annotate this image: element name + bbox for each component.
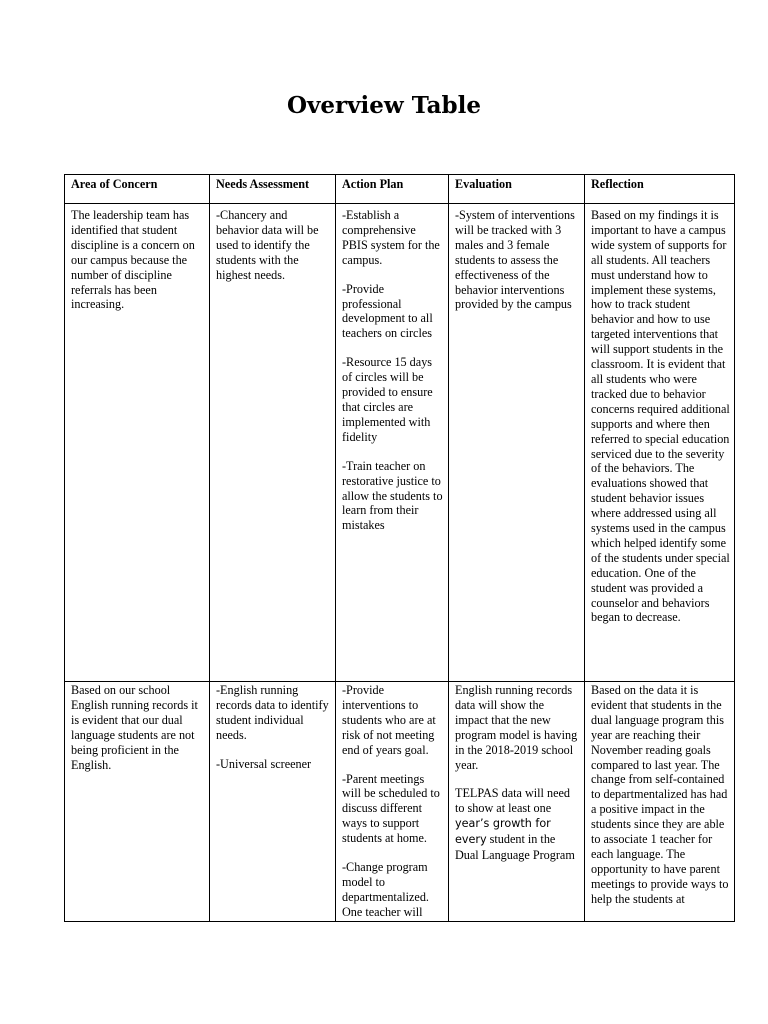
- needs-assessment-cell: [210, 204, 336, 682]
- action-plan-cell: [336, 682, 449, 922]
- cell-text: -Establish a comprehensive PBIS system for the campus.: [342, 208, 440, 267]
- evaluation-cell: [449, 204, 585, 682]
- header-area-of-concern: Area of Concern: [65, 175, 210, 204]
- header-evaluation: Evaluation: [449, 175, 585, 204]
- cell-text: English running records data will show the impact that the new program model is having in the 2018-2019 school year.: [455, 683, 578, 772]
- header-reflection: Reflection: [585, 175, 735, 204]
- cell-text: -Resource 15 days of circles will be provided to ensure that circles are implemented with fidelity: [342, 355, 433, 444]
- cell-text: -English running records data to identify student individual needs.: [216, 683, 329, 742]
- cell-text: -Train teacher on restorative justice to allow the students to learn from their mistakes: [342, 458, 443, 533]
- page-title: Overview Table: [287, 92, 481, 119]
- cell-text: The leadership team has identified that student discipline is a concern on our campus because the number of discipline referrals has been increasing.: [71, 208, 195, 312]
- header-needs-assessment: Needs Assessment: [210, 175, 336, 204]
- table-row: [65, 204, 735, 682]
- cell-text: -Chancery and behavior data will be used to identify the students with the highest needs.: [216, 208, 319, 282]
- needs-assessment-cell: [210, 682, 336, 922]
- area-of-concern-cell: [65, 204, 210, 682]
- reflection-cell: [585, 204, 735, 682]
- cell-text-part: student in the Dual Language Program: [455, 832, 575, 863]
- evaluation-cell: [449, 682, 585, 922]
- cell-text: -Change program model to departmentalized. One teacher will: [342, 860, 429, 919]
- cell-text: -Universal screener: [216, 756, 312, 771]
- cell-text: Based on the data it is evident that students in the dual language program this year are reaching their November reading goals compared to last year. The change from self-contained to departmentalized has had a positive impact in the students since they are able to associate 1 teacher for each language. The opportunity to have parent meetings to provide ways to help the students at: [591, 683, 729, 906]
- cell-text: -Provide interventions to students who are at risk of not meeting end of years goal.: [342, 683, 436, 757]
- reflection-cell: [585, 682, 735, 922]
- overview-table: [64, 174, 735, 922]
- cell-text: -Provide professional development to all teachers on circles: [342, 281, 433, 341]
- cell-text: -Parent meetings will be scheduled to discuss different ways to support students at home.: [342, 771, 440, 846]
- area-of-concern-cell: [65, 682, 210, 922]
- cell-text: Based on my findings it is important to have a campus wide system of supports for all students. All teachers must understand how to implement these systems, how to track student behavior and how to use targeted interventions that will support students in the classroom. It is evident that all students who were tracked due to behavior concerns required additional supports and where then referred to special education serviced due to the severity of the behaviors. The evaluations showed that student behavior issues where addressed using all systems used in the campus which helped identify some of the students under special education. One of the student was provided a counselor and behaviors began to decrease.: [591, 208, 730, 625]
- cell-text-part: TELPAS data will need to show at least one: [455, 786, 570, 816]
- cell-text: Based on our school English running records it is evident that our dual language students are not being proficient in the English.: [71, 683, 198, 772]
- header-row: [65, 175, 735, 204]
- cell-text: -System of interventions will be tracked with 3 males and 3 female students to assess the effectiveness of the behavior interventions provided by the campus: [455, 208, 575, 312]
- header-action-plan: Action Plan: [336, 175, 449, 204]
- table-row: [65, 682, 735, 922]
- cell-text: [455, 786, 580, 863]
- action-plan-cell: [336, 204, 449, 682]
- cell-text-part: year’s growth for every: [455, 817, 551, 847]
